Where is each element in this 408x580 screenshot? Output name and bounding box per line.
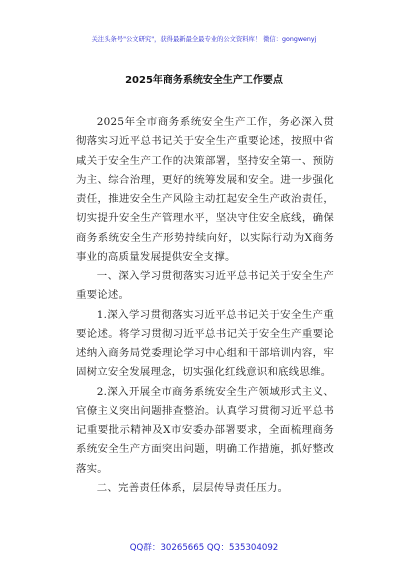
item-paragraph-1: 1.深入学习贯彻落实习近平总书记关于安全生产重要论述。将学习贯彻习近平总书记关于安全生产重要论述纳入商务局党委理论学习中心组和干部培训内容，牢固树立安全发展理念，切实强化红线意识和底线思维。 [76,308,334,379]
document-body [76,113,334,498]
header-promo-note: 关注头条号"公文研究"，获得最新最全最专业的公文资料库！ 微信：gongwenyj [91,36,317,43]
intro-paragraph: 2025年全市商务系统安全生产工作，务必深入贯彻落实习近平总书记关于安全生产重要论述，按照中省咸关于安全生产工作的决策部署，坚持安全第一、预防为主、综合治理，更好的统筹发展和安全。进一步强化责任，推进安全生产风险主动扛起安全生产政治责任，切实提升安全生产管理水平，坚决守住安全底线，确保商务系统安全生产形势持续向好，以实际行动为X商务事业的高质量发展提供安全支撑。 [76,116,334,263]
section-heading-2: 二、完善责任体系，层层传导责任压力。 [96,481,289,494]
item-paragraph-2: 2.深入开展全市商务系统安全生产领域形式主义、官僚主义突出问题排查整治。认真学习贯彻习近平总书记重要批示精神及X市安委办部署要求，全面梳理商务系统安全生产方面突出问题，明确工作措施，抓好整改落实。 [76,385,334,475]
document-title: 2025年商务系统安全生产工作要点 [125,75,283,86]
section-heading-1: 一、深入学习贯彻落实习近平总书记关于安全生产重要论述。 [76,270,334,302]
footer-contact: QQ群：30265665 QQ：535304092 [129,543,279,553]
